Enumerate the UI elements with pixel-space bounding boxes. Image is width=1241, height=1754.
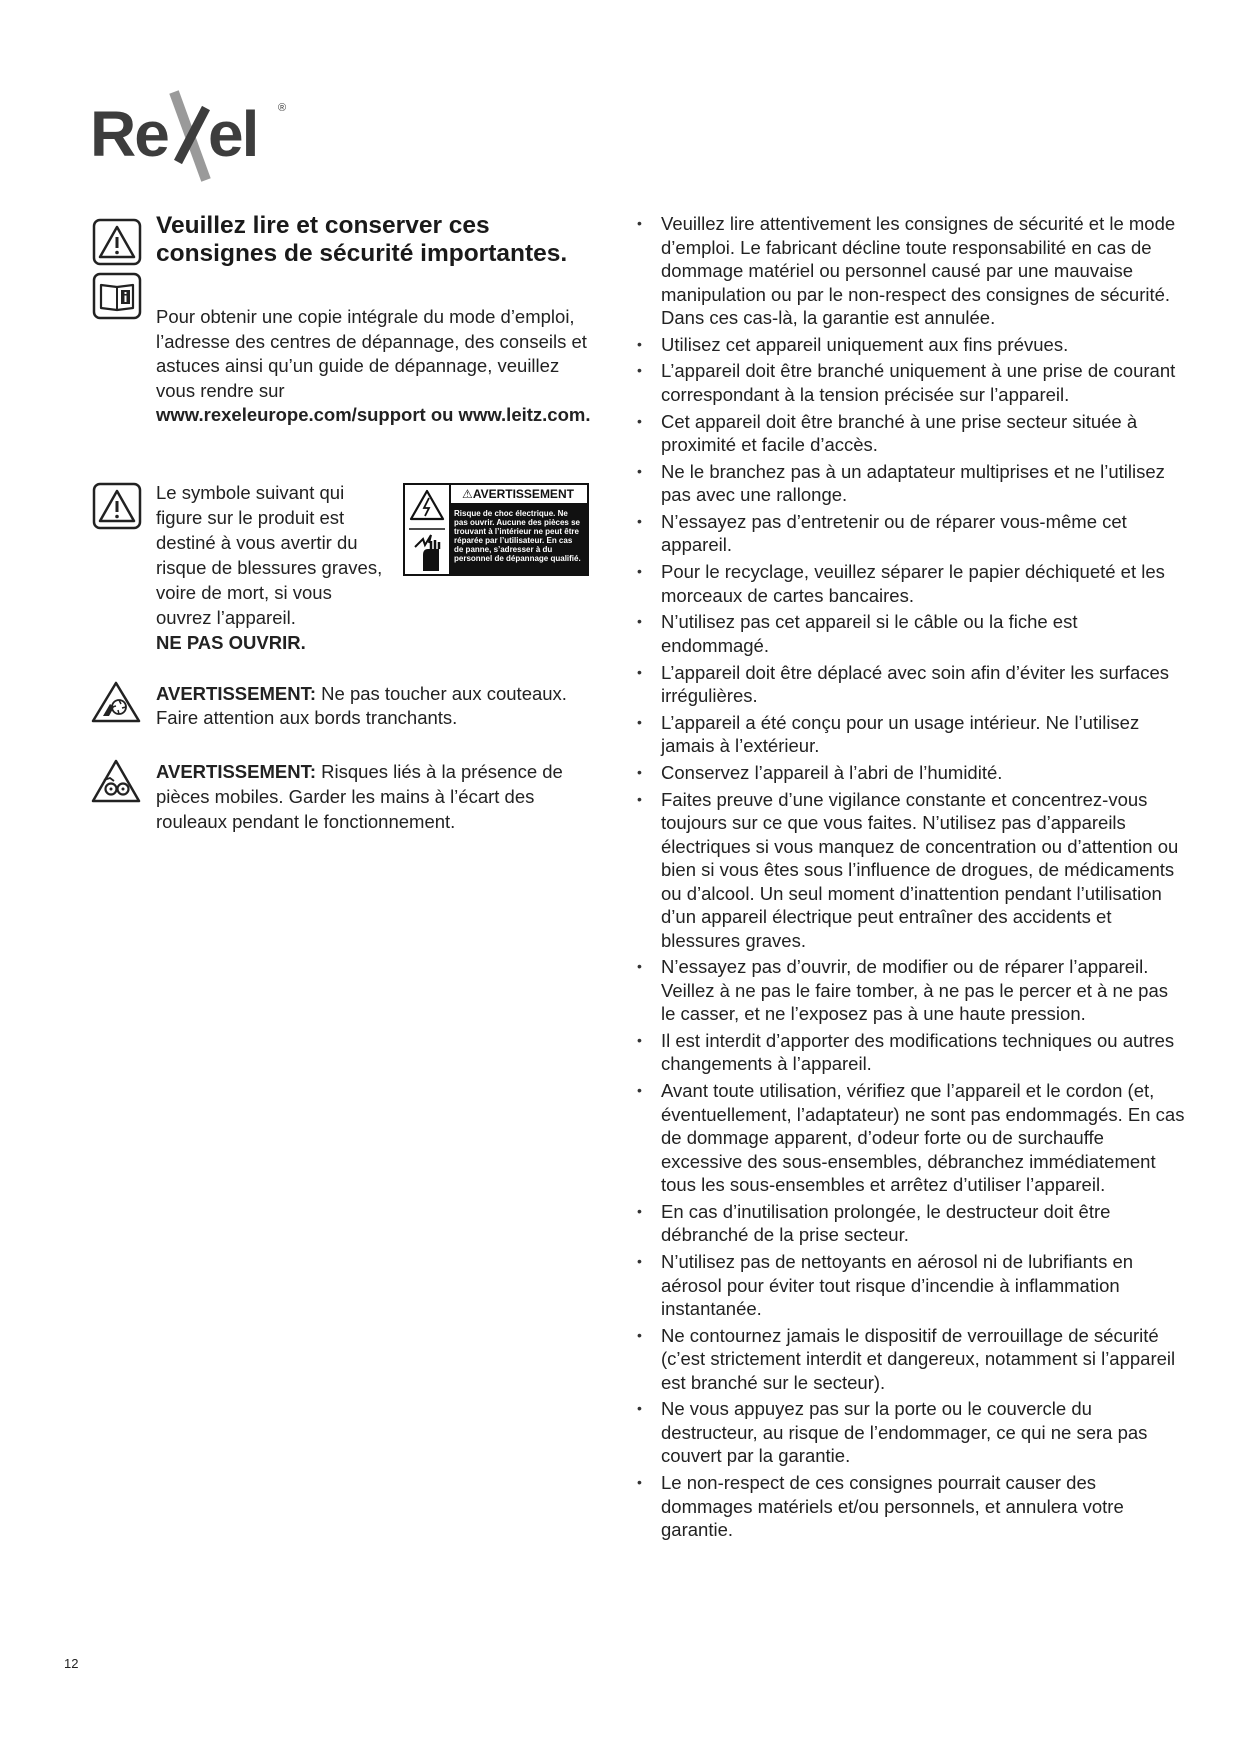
blade-warning [156,682,586,730]
logo-text-left: Re [90,98,168,170]
gears-hand-warning-icon [90,758,142,804]
warning-text: Ne pas toucher aux couteaux. Faire attention aux bords tranchants. [156,683,567,728]
list-item: • Cet appareil doit être branché à une prise secteur située à proximité et facile d’accès. [645,410,1185,457]
warning-label-body: Risque de choc électrique. Ne pas ouvrir. Aucune des pièces se trouvant à l’intérieur ne peut être réparée par l’utilisateur. En cas de panne, s’adresser à du personnel de dépannage qualifié. [449,505,587,574]
moving-parts-warning [156,759,596,834]
warning-label-heading [449,485,587,505]
intro-paragraph [156,305,596,428]
list-item: • Le non-respect de ces consignes pourrait causer des dommages matériels et/ou personnels, et annulera votre garantie. [645,1471,1185,1542]
shock-hazard-icon [405,485,449,574]
manual-book-icon [92,272,142,320]
page-number: 12 [64,1656,79,1671]
symbol-notice [156,480,386,655]
symbol-notice-text: Le symbole suivant qui figure sur le produit est destiné à vous avertir du risque de blessures graves, voire de mort, si vous ouvrez l’appareil. [156,482,383,628]
warning-label: AVERTISSEMENT: [156,761,317,782]
list-item: • Ne contournez jamais le dispositif de verrouillage de sécurité (c’est strictement interdit et dangereux, notamment si l’appareil est branché sur le secteur). [645,1324,1185,1395]
blade-hand-warning-icon [90,680,142,724]
list-item: • N’utilisez pas de nettoyants en aérosol ni de lubrifiants en aérosol pour éviter tout risque d’incendie à inflammation instantanée. [645,1250,1185,1321]
logo-text-right: el [208,98,258,170]
list-item: • Il est interdit d’apporter des modifications techniques ou autres changements à l’appareil. [645,1029,1185,1076]
list-item: • En cas d’inutilisation prolongée, le destructeur doit être débranché de la prise secteur. [645,1200,1185,1247]
list-item: • L’appareil doit être branché uniquement à une prise de courant correspondant à la tension précisée sur l’appareil. [645,359,1185,406]
list-item: • Ne vous appuyez pas sur la porte ou le couvercle du destructeur, au risque de l’endommager, ce qui ne sera pas couvert par la garantie. [645,1397,1185,1468]
warning-triangle-icon [92,482,142,530]
warning-text: Risques liés à la présence de pièces mobiles. Garder les mains à l’écart des rouleaux pendant le fonctionnement. [156,761,563,832]
electric-shock-warning-label [403,483,589,576]
list-item: • Avant toute utilisation, vérifiez que l’appareil et le cordon (et, éventuellement, l’adaptateur) ne sont pas endommagés. En cas de dommage apparent, d’odeur forte ou de surchauffe excessive des sous-ensembles, débranchez immédiatement tous les sous-ensembles et arrêtez d’utiliser l’appareil. [645,1079,1185,1197]
list-item: • N’essayez pas d’entretenir ou de réparer vous-même cet appareil. [645,510,1185,557]
list-item: • Faites preuve d’une vigilance constante et concentrez-vous toujours sur ce que vous faites. N’utilisez pas d’appareils électriques si vous manquez de concentration ou d’attention ou bien si vous êtes sous l’influence de drogues, de médicaments ou d’alcool. Un seul moment d’inattention pendant l’utilisation d’un appareil électrique peut entraîner des accidents et blessures graves. [645,788,1185,953]
list-item: • N’essayez pas d’ouvrir, de modifier ou de réparer l’appareil. Veillez à ne pas le faire tomber, à ne pas le percer et à ne pas le casser, et ne l’exposez pas à une haute pression. [645,955,1185,1026]
registered-mark: ® [278,102,287,114]
list-item: • Veuillez lire attentivement les consignes de sécurité et le mode d’emploi. Le fabricant décline toute responsabilité en cas de dommage matériel ou personnel causé par une mauvaise manipulation ou par le non-respect des consignes de sécurité. Dans ces cas-là, la garantie est annulée. [645,212,1185,330]
list-item: • L’appareil a été conçu pour un usage intérieur. Ne l’utilisez jamais à l’extérieur. [645,711,1185,758]
warning-label-icons [405,485,451,574]
warning-triangle-icon [92,218,142,266]
rexel-logo [90,86,290,196]
safety-instructions-list [645,212,1185,1545]
list-item: • Conservez l’appareil à l’abri de l’humidité. [645,761,1185,785]
list-item: • L’appareil doit être déplacé avec soin afin d’éviter les surfaces irrégulières. [645,661,1185,708]
x-mark-icon [168,86,212,186]
list-item: • Utilisez cet appareil uniquement aux fins prévues. [645,333,1185,357]
intro-text: Pour obtenir une copie intégrale du mode d’emploi, l’adresse des centres de dépannage, des conseils et astuces ainsi qu’un guide de dépannage, veuillez vous rendre sur [156,306,587,401]
list-item: • N’utilisez pas cet appareil si le câble ou la fiche est endommagé. [645,610,1185,657]
list-item: • Pour le recyclage, veuillez séparer le papier déchiqueté et les morceaux de cartes bancaires. [645,560,1185,607]
warning-label: AVERTISSEMENT: [156,683,317,704]
list-item: • Ne le branchez pas à un adaptateur multiprises et ne l’utilisez pas avec une rallonge. [645,460,1185,507]
warning-label-heading-text: AVERTISSEMENT [472,487,574,501]
page-title: Veuillez lire et conserver ces consignes de sécurité importantes. [156,212,568,267]
do-not-open-label: NE PAS OUVRIR. [156,632,306,653]
support-link[interactable]: www.rexeleurope.com/support ou www.leitz.com. [156,404,591,425]
small-warning-triangle-icon: ⚠ [462,487,473,501]
